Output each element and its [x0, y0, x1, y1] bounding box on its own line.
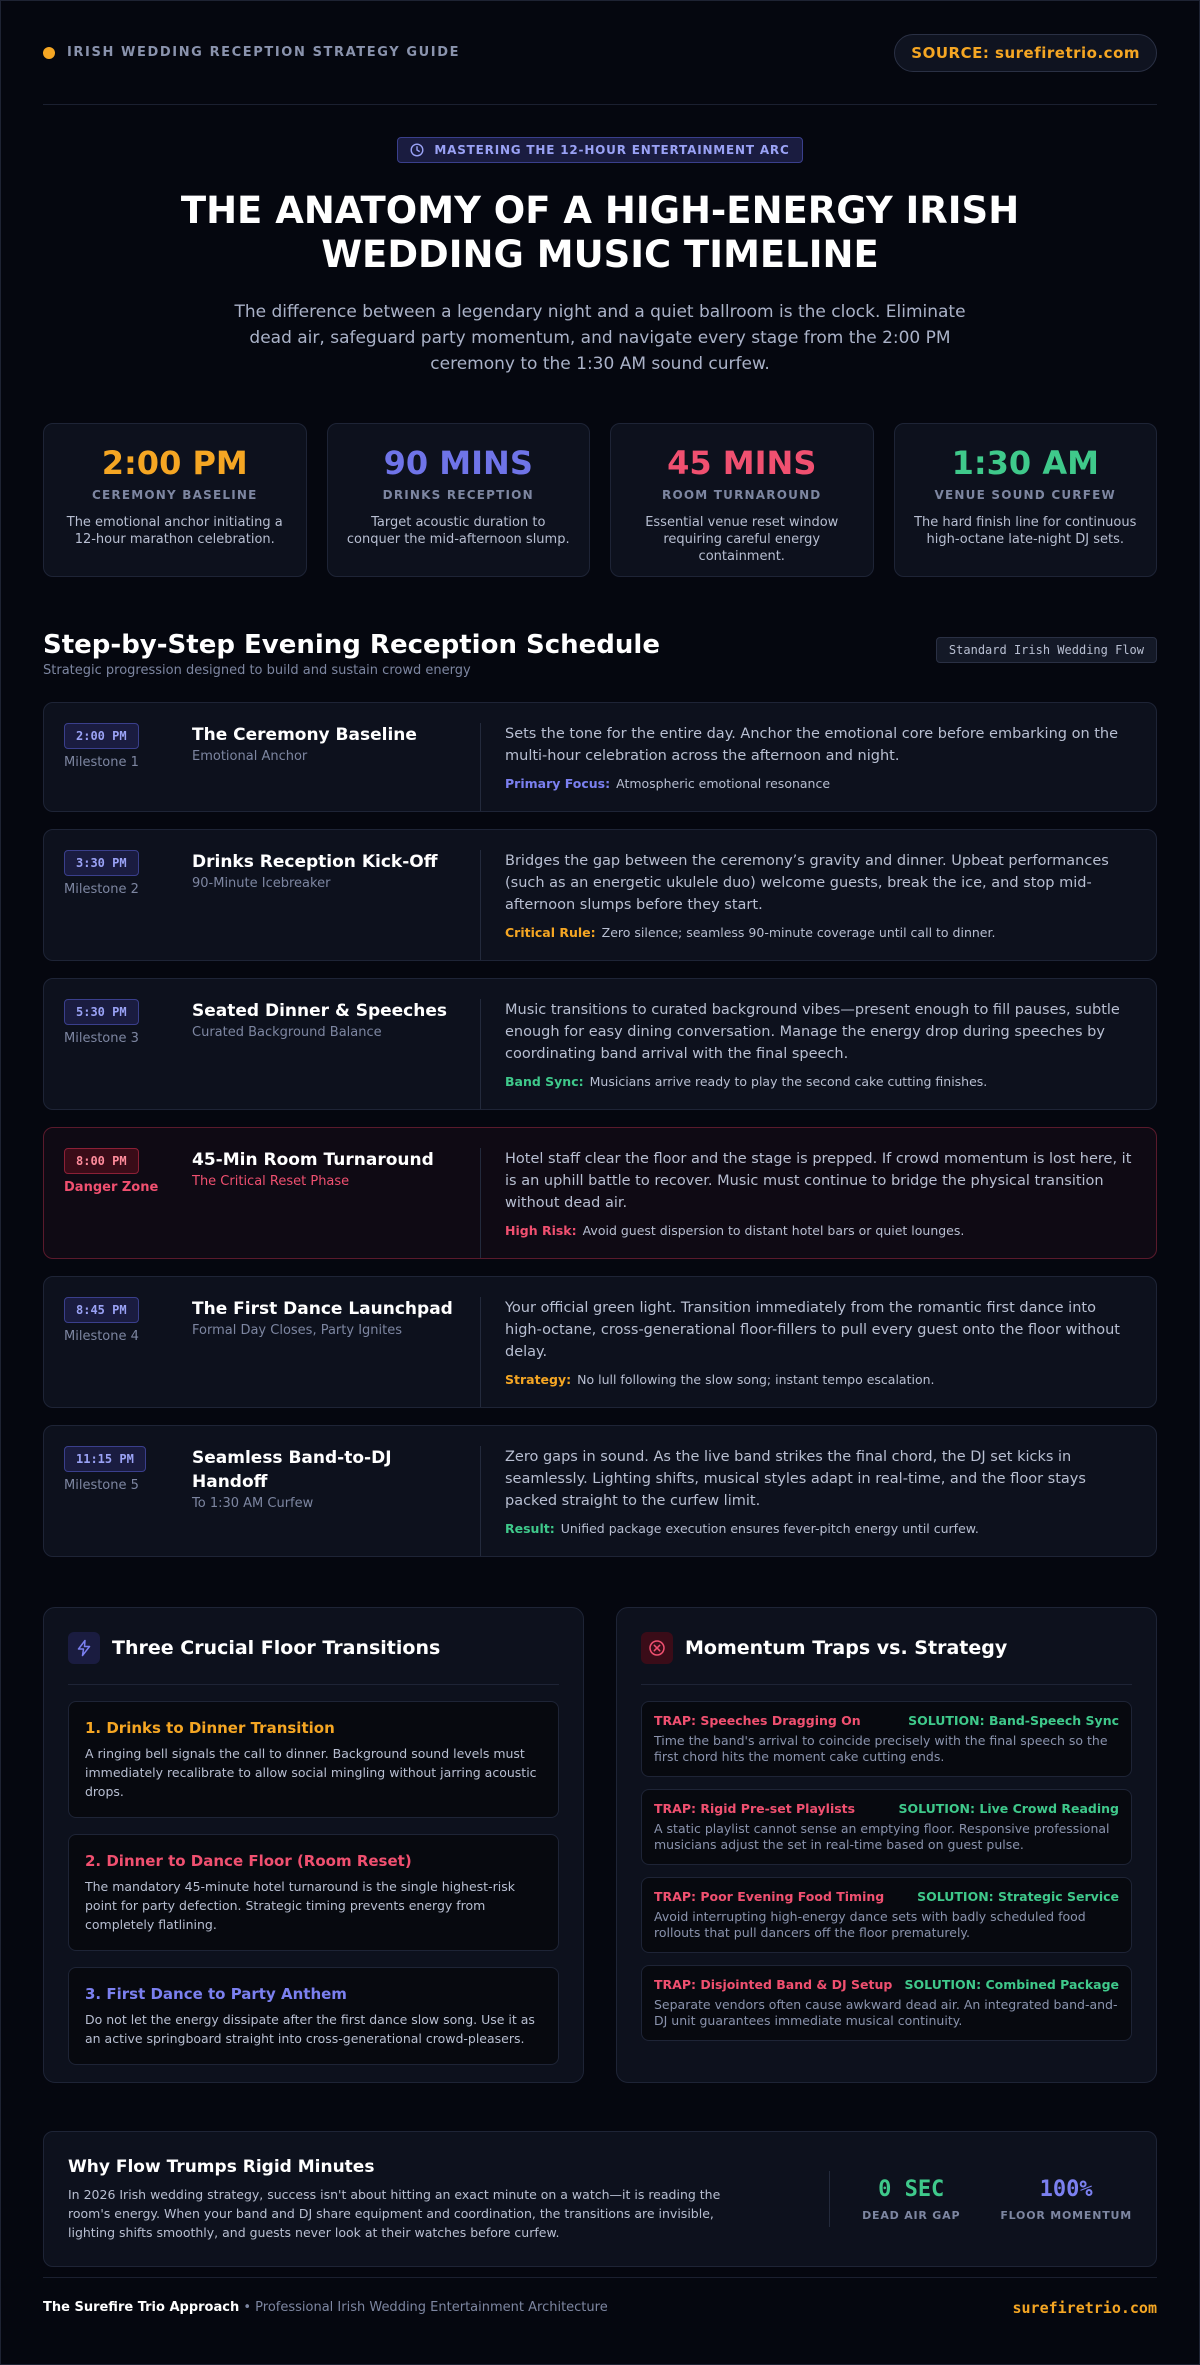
trap-card — [641, 1965, 1132, 2041]
traps-header — [641, 1632, 1132, 1685]
milestone-title-col — [192, 1148, 480, 1258]
brand-text: IRISH WEDDING RECEPTION STRATEGY GUIDE — [67, 45, 461, 60]
why-box — [43, 2131, 1157, 2267]
why-stat — [862, 2177, 960, 2222]
why-stat-value: 100% — [1039, 2176, 1093, 2202]
transition-title: 2. Dinner to Dance Floor (Room Reset) — [85, 1852, 412, 1870]
transition-title: 1. Drinks to Dinner Transition — [85, 1719, 335, 1737]
transition-card — [68, 1967, 559, 2065]
trap-label: TRAP: Rigid Pre-set Playlists — [654, 1801, 856, 1816]
schedule-header — [43, 629, 1157, 678]
why-stat-label: DEAD AIR GAP — [862, 2208, 961, 2222]
transition-text: The mandatory 45-minute hotel turnaround is the single highest-risk point for party defection. Strategic timing prevents energy from completely flatlining. — [85, 1879, 515, 1932]
milestone-note — [505, 1223, 1136, 1238]
milestone-title: The Ceremony Baseline — [192, 725, 417, 745]
solution-label: SOLUTION: Combined Package — [904, 1977, 1119, 1992]
stat-desc: The hard finish line for continuous high-octane late-night DJ sets. — [914, 515, 1137, 547]
milestone-desc-col — [480, 999, 1136, 1109]
milestone-number: Milestone 2 — [64, 882, 139, 897]
transition-title: 3. First Dance to Party Anthem — [85, 1985, 347, 2003]
milestone-number: Danger Zone — [64, 1180, 159, 1195]
trap-text: A static playlist cannot sense an emptying floor. Responsive professional musicians adjust the set in real-time based on guest pulse. — [654, 1821, 1110, 1852]
milestone-note-key: Primary Focus: — [505, 776, 611, 791]
panels-row — [43, 1607, 1157, 2083]
stat-value: 1:30 AM — [951, 444, 1099, 482]
footer-left — [43, 2300, 608, 2315]
hero-badge-text: MASTERING THE 12-HOUR ENTERTAINMENT ARC — [434, 143, 790, 157]
milestone-card — [43, 1276, 1157, 1408]
transition-card — [68, 1834, 559, 1951]
top-bar — [43, 1, 1157, 105]
milestone-subtitle: Emotional Anchor — [192, 749, 308, 764]
traps-panel — [616, 1607, 1157, 2083]
milestone-card — [43, 829, 1157, 961]
milestone-description: Bridges the gap between the ceremony’s gravity and dinner. Upbeat performances (such as an energetic ukulele duo) welcome guests, break the ice, and stop mid-afternoon slumps before they start. — [505, 853, 1109, 913]
footer — [43, 2277, 1157, 2337]
milestone-description: Music transitions to curated background vibes—present enough to fill pauses, subtle enough for easy dining conversation. Manage the energy drop during speeches by coordinating band arrival with the final speech. — [505, 1002, 1120, 1062]
trap-label: TRAP: Poor Evening Food Timing — [654, 1889, 885, 1904]
milestone-description: Zero gaps in sound. As the live band strikes the final chord, the DJ set kicks in seamlessly. Lighting shifts, musical styles adapt in real-time, and the floor stays packed straight to the curfew limit. — [505, 1449, 1086, 1509]
milestone-time-col — [64, 1297, 192, 1407]
stat-desc: Essential venue reset window requiring careful energy containment. — [645, 515, 839, 564]
milestone-number: Milestone 5 — [64, 1478, 139, 1493]
trap-text: Avoid interrupting high-energy dance sets with badly scheduled food rollouts that pull dancers off the floor prematurely. — [654, 1909, 1086, 1940]
brand-dot-icon — [43, 47, 55, 59]
trap-text: Separate vendors often cause awkward dead air. An integrated band-and-DJ unit guarantees immediate musical continuity. — [654, 1997, 1118, 2028]
lightning-icon — [68, 1632, 100, 1664]
transition-card — [68, 1701, 559, 1818]
stat-label: VENUE SOUND CURFEW — [934, 488, 1116, 502]
milestone-title: Seated Dinner & Speeches — [192, 1001, 448, 1021]
milestone-note-text: Musicians arrive ready to play the second cake cutting finishes. — [589, 1074, 988, 1089]
milestone-note-key: Result: — [505, 1521, 555, 1536]
milestone-title-col — [192, 723, 480, 811]
milestone-title-col — [192, 1297, 480, 1407]
brand — [43, 45, 460, 60]
why-stat — [1000, 2177, 1132, 2222]
why-text: In 2026 Irish wedding strategy, success isn't about hitting an exact minute on a watch—it is reading the room's energy. When your band and DJ share equipment and coordination, the transitions are invisible, lighting shifts smoothly, and guests never look at their watches before curfew. — [68, 2186, 721, 2240]
stat-label: CEREMONY BASELINE — [91, 488, 258, 502]
why-stat-value: 0 SEC — [878, 2176, 945, 2202]
milestone-desc-col — [480, 850, 1136, 960]
milestone-title-col — [192, 1446, 480, 1556]
milestone-time-badge: 3:30 PM — [64, 850, 139, 876]
milestone-note — [505, 1074, 1136, 1089]
milestone-note-text: No lull following the slow song; instant tempo escalation. — [577, 1372, 935, 1387]
schedule-title: Step-by-Step Evening Reception Schedule — [43, 630, 660, 660]
solution-label: SOLUTION: Band-Speech Sync — [908, 1713, 1119, 1728]
footer-site-link[interactable]: surefiretrio.com — [1012, 2298, 1157, 2317]
page-title: THE ANATOMY OF A HIGH-ENERGY IRISH WEDDING MUSIC TIMELINE — [180, 189, 1020, 276]
stat-value: 2:00 PM — [101, 444, 248, 482]
stat-label: ROOM TURNAROUND — [662, 488, 822, 502]
milestone-note-text: Zero silence; seamless 90-minute coverage until call to dinner. — [601, 925, 996, 940]
milestone-subtitle: The Critical Reset Phase — [192, 1174, 350, 1189]
milestone-time-badge: 5:30 PM — [64, 999, 139, 1025]
milestone-time-badge: 8:45 PM — [64, 1297, 139, 1323]
milestone-card — [43, 1425, 1157, 1557]
transitions-title: Three Crucial Floor Transitions — [112, 1637, 441, 1659]
milestone-note-key: Strategy: — [505, 1372, 572, 1387]
milestone-description: Your official green light. Transition immediately from the romantic first dance into high-octane, cross-generational floor-fillers to pull every guest onto the floor without delay. — [505, 1300, 1120, 1360]
transition-text: Do not let the energy dissipate after the first dance slow song. Use it as an active springboard straight into cross-generational crowd-pleasers. — [85, 2012, 535, 2046]
hero-subtitle: The difference between a legendary night and a quiet ballroom is the clock. Eliminate dead air, safeguard party momentum, and navigate every stage from the 2:00 PM ceremony to the 1:30 AM sound curfew. — [234, 302, 966, 374]
milestone-desc-col — [480, 1148, 1136, 1258]
schedule-subtitle: Strategic progression designed to build and sustain crowd energy — [43, 663, 471, 678]
milestone-note-key: Band Sync: — [505, 1074, 584, 1089]
milestone-subtitle: 90-Minute Icebreaker — [192, 876, 331, 891]
milestone-title: Drinks Reception Kick-Off — [192, 852, 438, 872]
milestone-title: The First Dance Launchpad — [192, 1299, 453, 1319]
milestone-time-col — [64, 999, 192, 1109]
milestone-note — [505, 1521, 1136, 1536]
traps-list — [641, 1701, 1132, 2041]
stat-card — [43, 423, 307, 577]
milestone-note — [505, 1372, 1136, 1387]
milestone-card — [43, 702, 1157, 812]
milestone-time-col — [64, 1446, 192, 1556]
why-stats — [829, 2171, 1132, 2227]
stats-row — [43, 423, 1157, 577]
stat-label: DRINKS RECEPTION — [382, 488, 534, 502]
milestone-description: Hotel staff clear the floor and the stage is prepped. If crowd momentum is lost here, it is an uphill battle to recover. Music must continue to bridge the physical transition without dead air. — [505, 1151, 1132, 1211]
hero — [43, 105, 1157, 377]
milestone-note — [505, 925, 1136, 940]
stat-value: 45 MINS — [667, 444, 817, 482]
milestone-time-col — [64, 850, 192, 960]
stat-desc: Target acoustic duration to conquer the mid-afternoon slump. — [346, 515, 570, 547]
milestone-note-text: Unified package execution ensures fever-pitch energy until curfew. — [560, 1521, 979, 1536]
milestone-title: 45-Min Room Turnaround — [192, 1150, 434, 1170]
milestone-title-col — [192, 999, 480, 1109]
milestone-time-col — [64, 1148, 192, 1258]
trap-card — [641, 1789, 1132, 1865]
milestone-description: Sets the tone for the entire day. Anchor the emotional core before embarking on the multi-hour celebration across the afternoon and night. — [505, 726, 1119, 764]
milestone-card — [43, 1127, 1157, 1259]
trap-row — [654, 1713, 1119, 1728]
hero-badge — [397, 137, 802, 163]
footer-brand: The Surefire Trio Approach — [43, 2300, 240, 2315]
transitions-panel — [43, 1607, 584, 2083]
trap-label: TRAP: Disjointed Band & DJ Setup — [654, 1977, 893, 1992]
clock-icon — [410, 143, 424, 157]
trap-card — [641, 1877, 1132, 1953]
milestone-time-badge: 2:00 PM — [64, 723, 139, 749]
why-text-block — [68, 2157, 829, 2242]
milestone-number: Milestone 4 — [64, 1329, 139, 1344]
milestone-card — [43, 978, 1157, 1110]
trap-row — [654, 1889, 1119, 1904]
source-link[interactable]: SOURCE: surefiretrio.com — [894, 34, 1157, 72]
milestone-desc-col — [480, 1446, 1136, 1556]
trap-card — [641, 1701, 1132, 1777]
footer-tagline: • Professional Irish Wedding Entertainment Architecture — [239, 2300, 608, 2315]
solution-label: SOLUTION: Live Crowd Reading — [898, 1801, 1119, 1816]
stat-card — [610, 423, 874, 577]
stat-value: 90 MINS — [383, 444, 533, 482]
milestone-title-col — [192, 850, 480, 960]
milestone-list — [43, 702, 1157, 1557]
stat-card — [327, 423, 591, 577]
milestone-time-badge: 11:15 PM — [64, 1446, 146, 1472]
milestone-desc-col — [480, 1297, 1136, 1407]
milestone-subtitle: Formal Day Closes, Party Ignites — [192, 1323, 403, 1338]
milestone-note-key: Critical Rule: — [505, 925, 596, 940]
milestone-number: Milestone 3 — [64, 1031, 139, 1046]
why-title: Why Flow Trumps Rigid Minutes — [68, 2156, 375, 2177]
milestone-time-badge: 8:00 PM — [64, 1148, 139, 1174]
milestone-title: Seamless Band-to-DJ Handoff — [192, 1448, 392, 1492]
milestone-subtitle: To 1:30 AM Curfew — [192, 1496, 314, 1511]
stat-card — [894, 423, 1158, 577]
milestone-desc-col — [480, 723, 1136, 811]
traps-title: Momentum Traps vs. Strategy — [685, 1637, 1008, 1659]
milestone-number: Milestone 1 — [64, 755, 139, 770]
trap-row — [654, 1977, 1119, 1992]
schedule-tag: Standard Irish Wedding Flow — [936, 637, 1157, 663]
transitions-list — [68, 1701, 559, 2065]
milestone-note — [505, 776, 1136, 791]
milestone-note-text: Avoid guest dispersion to distant hotel bars or quiet lounges. — [582, 1223, 965, 1238]
transitions-header — [68, 1632, 559, 1685]
trap-text: Time the band's arrival to coincide precisely with the final speech so the first chord hits the moment cake cutting ends. — [654, 1733, 1108, 1764]
milestone-time-col — [64, 723, 192, 811]
solution-label: SOLUTION: Strategic Service — [917, 1889, 1119, 1904]
milestone-subtitle: Curated Background Balance — [192, 1025, 382, 1040]
milestone-note-key: High Risk: — [505, 1223, 577, 1238]
milestone-note-text: Atmospheric emotional resonance — [616, 776, 831, 791]
stat-desc: The emotional anchor initiating a 12-hour marathon celebration. — [66, 515, 283, 547]
x-circle-icon — [641, 1632, 673, 1664]
why-stat-label: FLOOR MOMENTUM — [1000, 2208, 1132, 2222]
trap-label: TRAP: Speeches Dragging On — [654, 1713, 861, 1728]
transition-text: A ringing bell signals the call to dinner. Background sound levels must immediately recalibrate to allow social mingling without jarring acoustic drops. — [85, 1746, 537, 1799]
trap-row — [654, 1801, 1119, 1816]
